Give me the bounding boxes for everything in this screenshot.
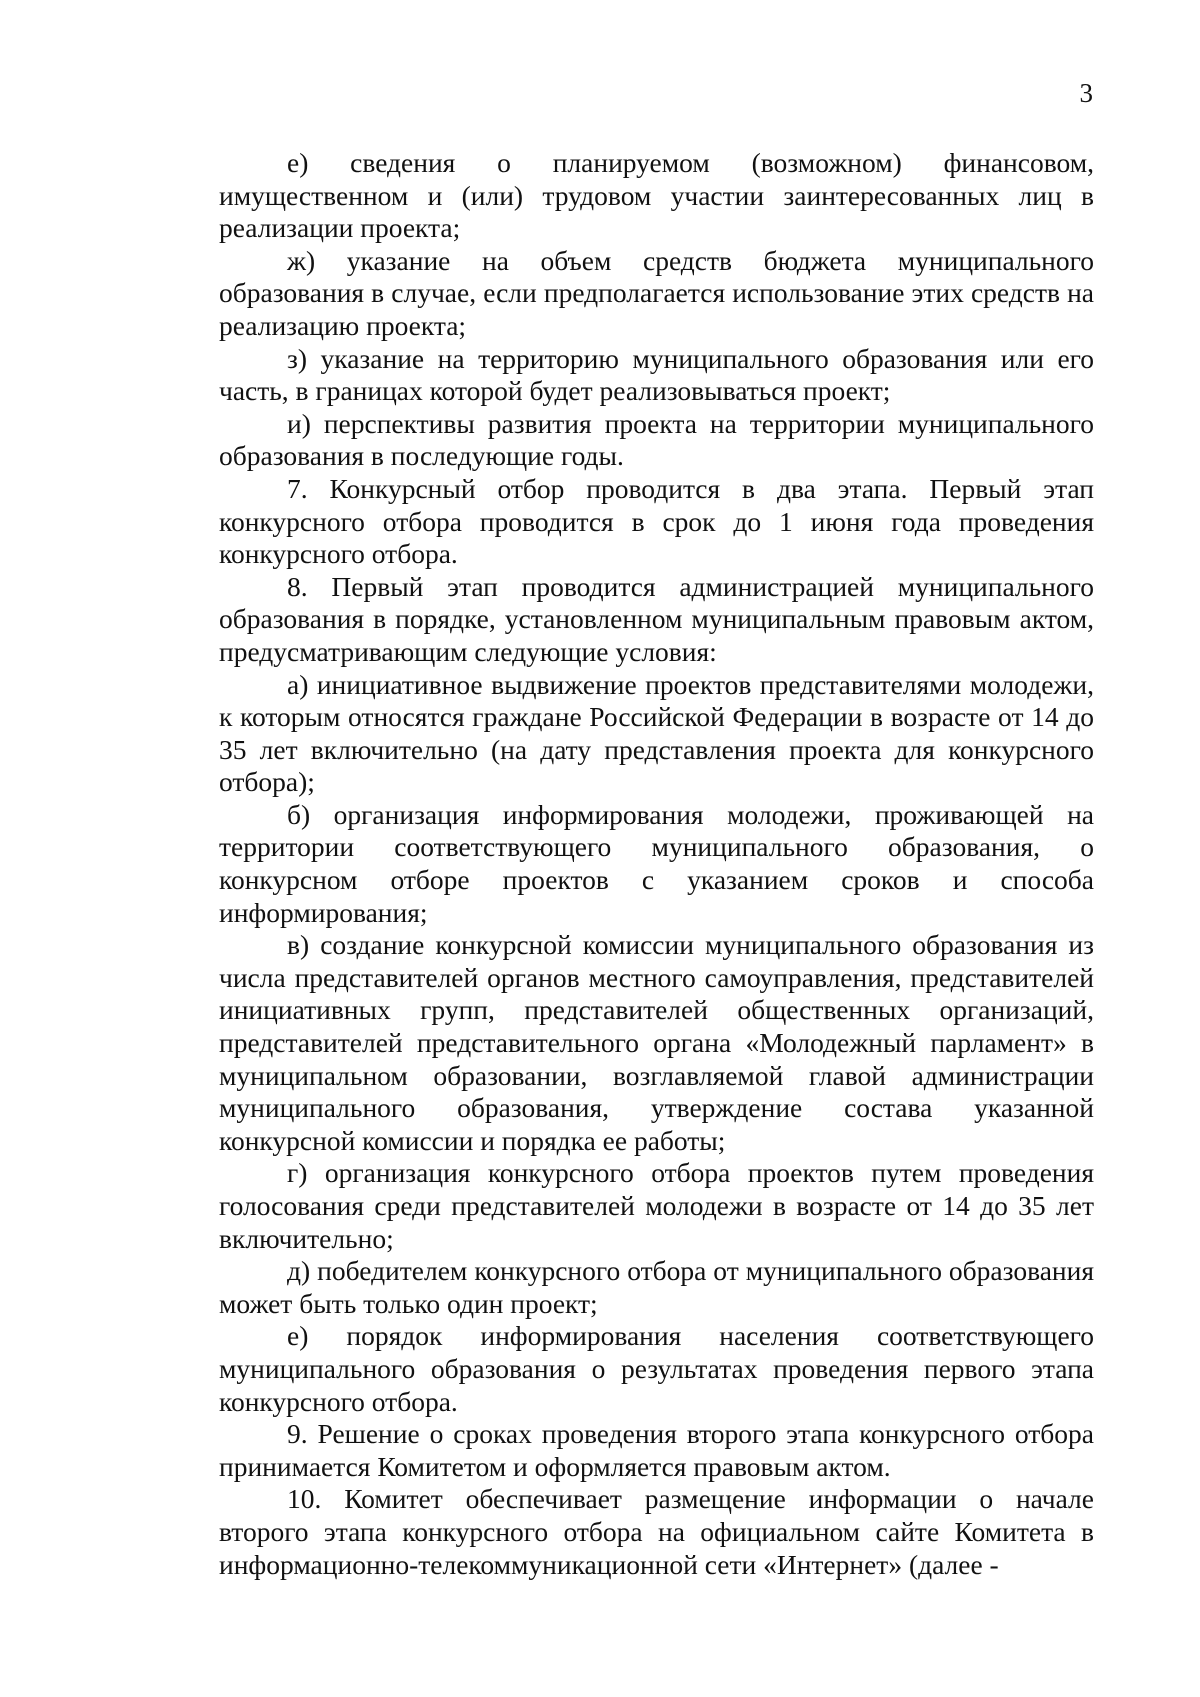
paragraph-item-e-2: е) порядок информирования населения соответствующего муниципального образования о результатах проведения первого этапа конкурсного отбора. xyxy=(219,1320,1094,1417)
paragraph-clause-7: 7. Конкурсный отбор проводится в два этапа. Первый этап конкурсного отбора проводится в срок до 1 июня года проведения конкурсного отбора. xyxy=(219,472,1094,570)
paragraph-item-d: д) победителем конкурсного отбора от муниципального образования может быть только один проект; xyxy=(219,1255,1094,1319)
paragraph-item-e: е) сведения о планируемом (возможном) финансовом, имущественном и (или) трудовом участии заинтересованных лиц в реализации проекта; xyxy=(219,147,1094,244)
paragraph-item-zh: ж) указание на объем средств бюджета муниципального образования в случае, если предполагается использование этих средств на реализацию проекта; xyxy=(219,244,1094,341)
document-body xyxy=(219,147,1094,1581)
page-number: 3 xyxy=(1079,78,1093,108)
paragraph-clause-8: 8. Первый этап проводится администрацией муниципального образования в порядке, установленном муниципальным правовым актом, предусматривающим следующие условия: xyxy=(219,570,1094,667)
paragraph-item-v: в) создание конкурсной комиссии муниципального образования из числа представителей органов местного самоуправления, представителей инициативных групп, представителей общественных организаций, представителей представительного органа «Молодежный парламент» в муниципальном образовании, возглавляемой главой администрации муниципального образования, утверждение состава указанной конкурсной комиссии и порядка ее работы; xyxy=(219,929,1094,1156)
paragraph-item-z: з) указание на территорию муниципального образования или его часть, в границах которой будет реализовываться проект; xyxy=(219,342,1094,407)
paragraph-clause-9: 9. Решение о сроках проведения второго этапа конкурсного отбора принимается Комитетом и оформляется правовым актом. xyxy=(219,1418,1094,1482)
paragraph-item-a: а) инициативное выдвижение проектов представителями молодежи, к которым относятся граждане Российской Федерации в возрасте от 14 до 35 лет включительно (на дату представления проекта для конкурсного отбора); xyxy=(219,668,1094,798)
paragraph-clause-10: 10. Комитет обеспечивает размещение информации о начале второго этапа конкурсного отбора на официальном сайте Комитета в информационно-телекоммуникационной сети «Интернет» (далее - xyxy=(219,1483,1094,1580)
paragraph-item-g: г) организация конкурсного отбора проектов путем проведения голосования среди представителей молодежи в возрасте от 14 до 35 лет включительно; xyxy=(219,1157,1094,1254)
paragraph-item-i: и) перспективы развития проекта на территории муниципального образования в последующие годы. xyxy=(219,407,1094,472)
paragraph-item-b: б) организация информирования молодежи, проживающей на территории соответствующего муниципального образования, о конкурсном отборе проектов с указанием сроков и способа информирования; xyxy=(219,798,1094,928)
